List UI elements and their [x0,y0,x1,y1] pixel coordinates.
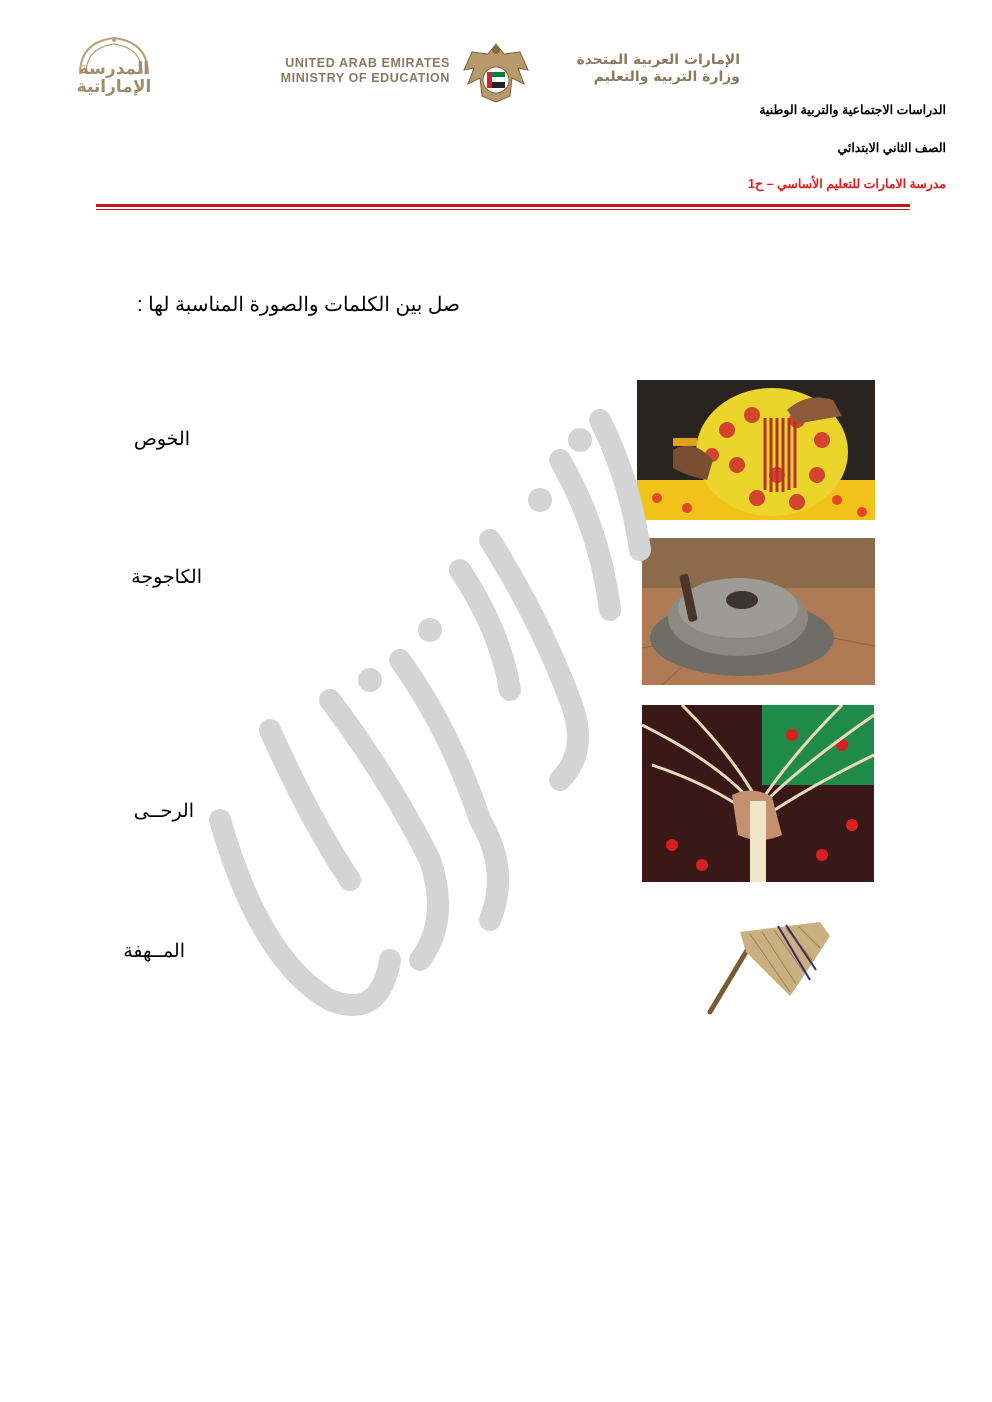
word-item: الكاجوجة [131,567,202,588]
header-divider [96,204,910,207]
word-item: الخوص [133,429,190,450]
school-logo [66,34,162,104]
ministry-ar-line1: الإمارات العربية المتحدة [576,52,740,68]
ministry-name-ar [540,52,740,86]
exercise-instruction: صل بين الكلمات والصورة المناسبة لها : [136,294,460,316]
word-item: الرحــى [133,801,194,822]
weaving-hands-image [637,380,875,520]
subject-title: الدراسات الاجتماعية والتربية الوطنية [759,103,946,117]
ministry-en-line2: MINISTRY OF EDUCATION [280,71,450,85]
school-name: مدرسة الامارات للتعليم الأساسي – ح1 [748,177,946,191]
ministry-en-line1: UNITED ARAB EMIRATES [285,56,450,70]
ministry-name-en [250,56,450,86]
stone-mill-image [642,538,875,685]
school-logo-line1: المدرسة [78,59,150,79]
palm-frond-weaving-image [642,705,874,882]
hand-fan-image [700,912,876,1022]
grade-title: الصف الثاني الابتدائي [837,141,946,155]
ministry-ar-line2: وزارة التربية والتعليم [593,69,740,85]
word-item: المــهفة [123,941,185,962]
uae-emblem-icon [460,40,532,106]
header-divider-thin [96,209,910,210]
school-logo-line2: الإماراتية [76,77,152,97]
